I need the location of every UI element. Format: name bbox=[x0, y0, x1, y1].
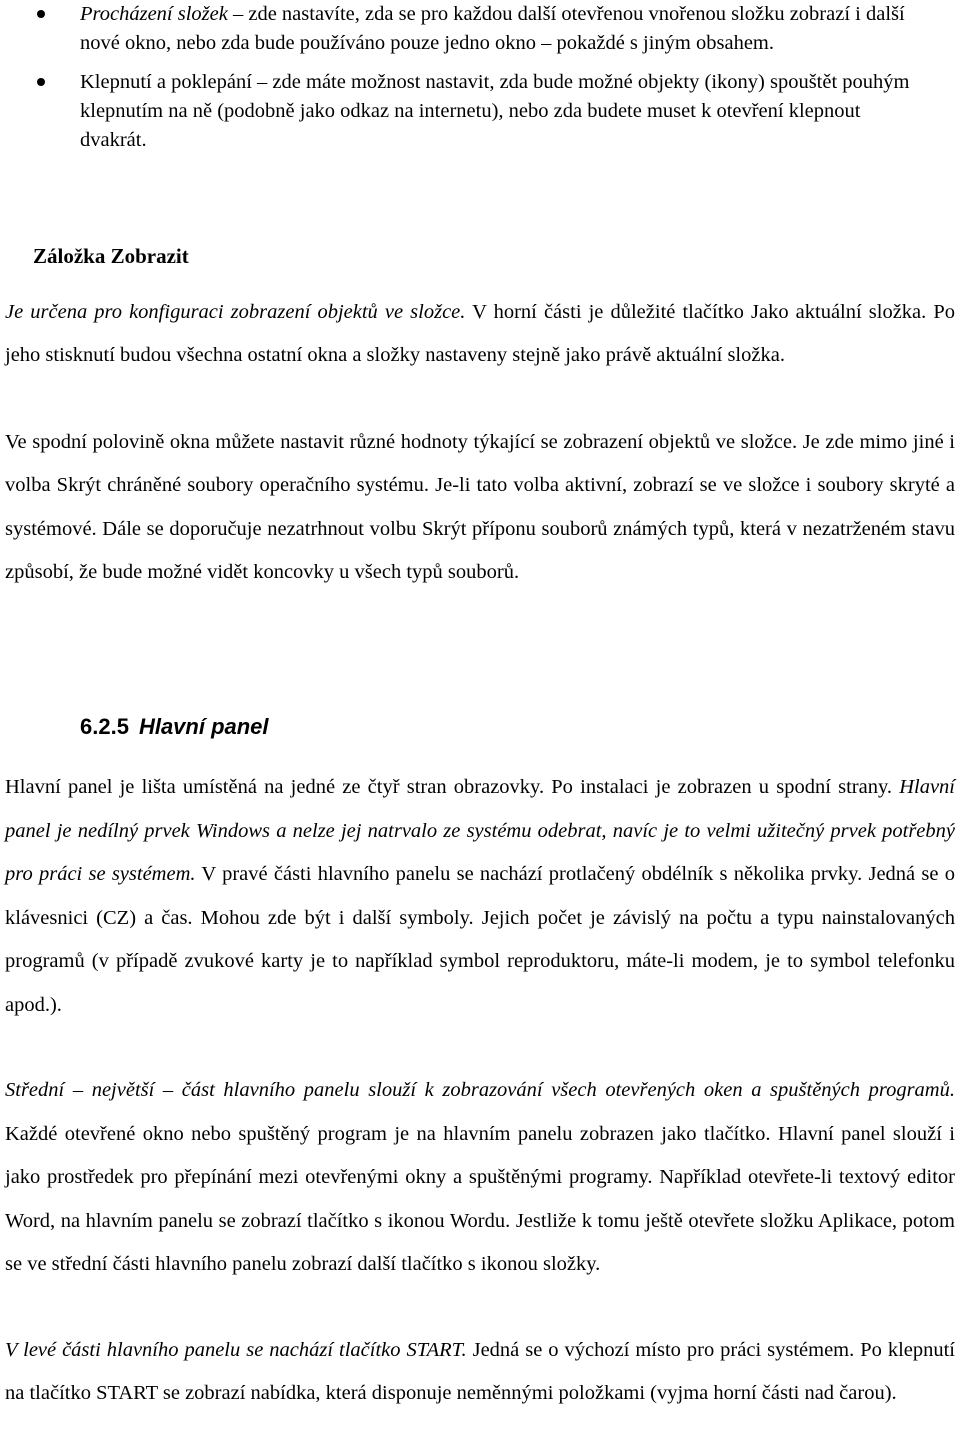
section-number: 6.2.5 bbox=[80, 714, 129, 739]
list-item bbox=[0, 68, 960, 155]
paragraph bbox=[5, 766, 955, 1028]
list-item-term: Procházení složek bbox=[80, 3, 228, 25]
paragraph-text: Každé otevřené okno nebo spuštěný program je na hlavním panelu zobrazen jako tlačítko. Hlavní panel slouží i jako prostředek pro přepínání mezi otevřenými okny a spuštěnými programy. Například otevřete-li textový editor Word, na hlavním panelu se zobrazí tlačítko s ikonou Wordu. Jestliže k tomu ještě otevřete složku Aplikace, potom se ve střední části hlavního panelu zobrazí další tlačítko s ikonou složky. bbox=[5, 1122, 955, 1276]
paragraph-italic: Hlavní panel je nedílný prvek Windows a nelze jej natrvalo ze systému odebrat, navíc je to velmi užitečný prvek potřebný pro práci se systémem. bbox=[5, 776, 955, 886]
paragraph bbox=[5, 1329, 955, 1416]
bullet-list bbox=[0, 0, 960, 155]
section-heading-hlavni-panel bbox=[80, 712, 269, 742]
section-title: Hlavní panel bbox=[138, 714, 269, 739]
paragraph-text: Ve spodní polovině okna můžete nastavit různé hodnoty týkající se zobrazení objektů ve složce. Je zde mimo jiné i volba Skrýt chráněné soubory operačního systému. Je-li tato volba aktivní, zobrazí se ve složce i soubory skryté a systémové. Dále se doporučuje nezatrhnout volbu Skrýt příponu souborů známých typů, která v nezatrženém stavu způsobí, že bude možné vidět koncovky u všech typů souborů. bbox=[5, 431, 955, 583]
paragraph-text: V horní části je důležité tlačítko Jako aktuální složka. Po jeho stisknutí budou všechna ostatní okna a složky nastaveny stejně jako právě aktuální složka. bbox=[5, 301, 955, 367]
section-heading-zobrazit: Záložka Zobrazit bbox=[33, 244, 189, 268]
paragraph-text: Jedná se o výchozí místo pro práci systémem. Po klepnutí na tlačítko START se zobrazí nabídka, která disponuje neměnnými položkami (vyjma horní části nad čarou). bbox=[5, 1339, 956, 1405]
list-item bbox=[0, 0, 960, 58]
bullet-dot-icon bbox=[37, 10, 45, 18]
paragraph-text: V pravé části hlavního panelu se nachází protlačený obdélník s několika prvky. Jedná se o klávesnici (CZ) a čas. Mohou zde být i další symboly. Jejich počet je závislý na počtu a typu nainstalovaných programů (v případě zvukové karty je to například symbol reproduktoru, máte-li modem, je to symbol telefonku apod.). bbox=[5, 863, 955, 1016]
paragraph bbox=[5, 291, 955, 378]
list-item-text: Klepnutí a poklepání – zde máte možnost nastavit, zda bude možné objekty (ikony) spouštět pouhým klepnutím na ně (podobně jako odkaz na internetu), nebo zda budete muset k otevření klepnout dvakrát. bbox=[80, 71, 910, 151]
paragraph-italic: Střední – největší – část hlavního panelu slouží k zobrazování všech otevřených oken a spuštěných programů. bbox=[5, 1079, 955, 1101]
paragraph bbox=[5, 1069, 955, 1287]
paragraph-italic: V levé části hlavního panelu se nachází tlačítko START. bbox=[5, 1339, 467, 1361]
paragraph-text: Hlavní panel je lišta umístěná na jedné ze čtyř stran obrazovky. Po instalaci je zobrazen u spodní strany. bbox=[5, 776, 900, 798]
paragraph-italic: Je určena pro konfiguraci zobrazení objektů ve složce. bbox=[5, 301, 466, 323]
bullet-dot-icon bbox=[37, 78, 45, 86]
list-item-text: – zde nastavíte, zda se pro každou další otevřenou vnořenou složku zobrazí i další nové okno, nebo zda bude používáno pouze jedno okno – pokaždé s jiným obsahem. bbox=[80, 3, 905, 54]
paragraph bbox=[5, 421, 955, 594]
